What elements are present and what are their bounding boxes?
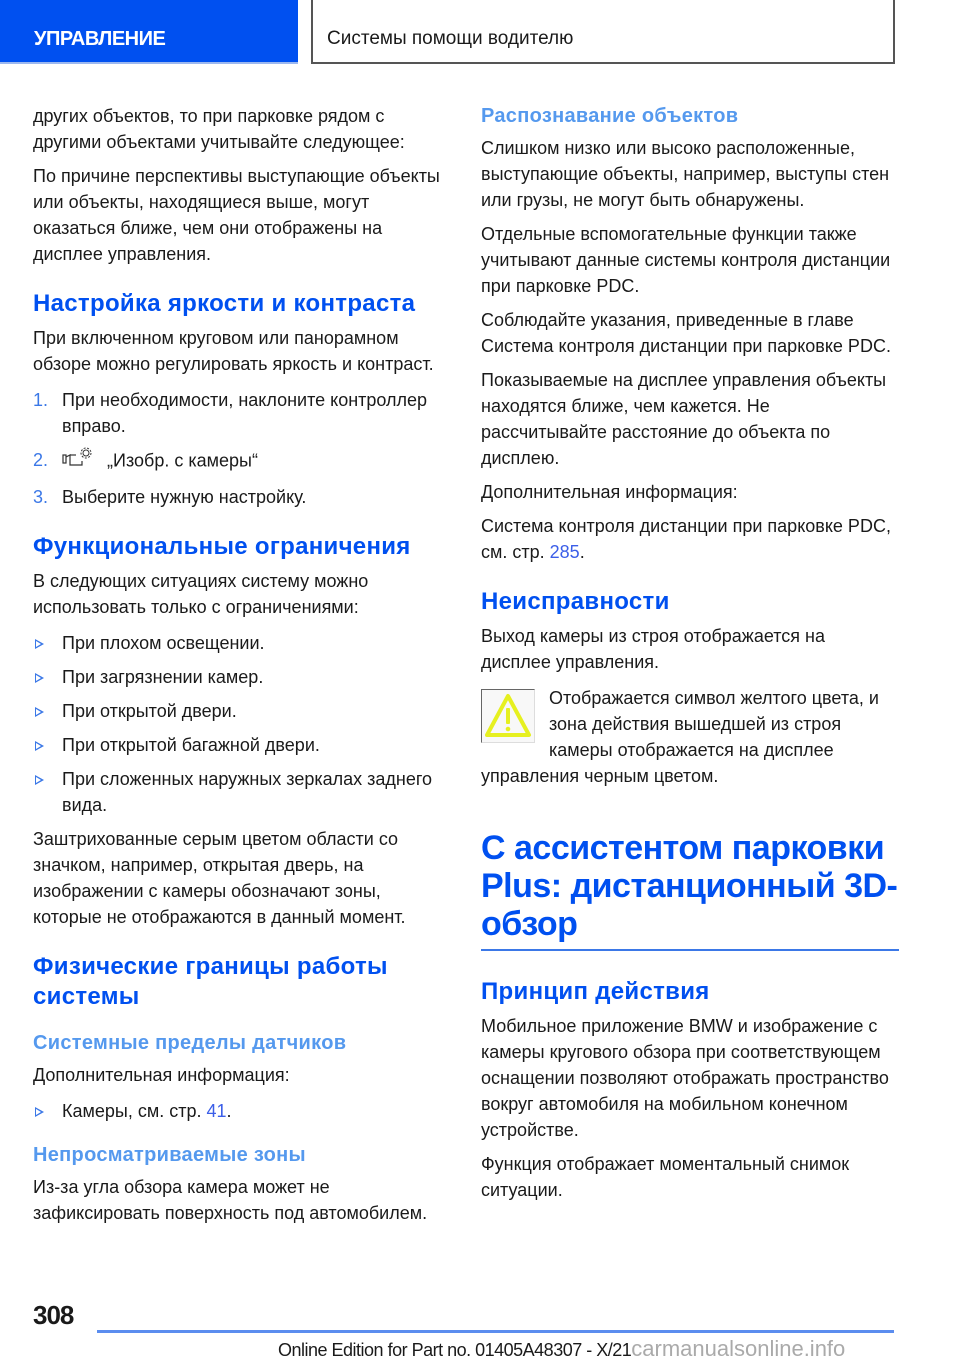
watermark: carmanualsonline.info: [631, 1336, 846, 1361]
list-item-text: При загрязнении камер.: [62, 667, 264, 687]
paragraph: Мобильное приложение BMW и изображение с камеры кругового обзора при соответствующем оснащении позволяют отображать пространство вокруг автомобиля на мобильном конечном устройстве.: [481, 1016, 889, 1140]
step-number: 2.: [33, 450, 49, 470]
bullet-triangle-icon: [35, 639, 44, 649]
step-text: Выберите нужную настройку.: [62, 487, 307, 507]
bullet-triangle-icon: [35, 673, 44, 683]
list-item: [33, 664, 451, 690]
step-item: [33, 447, 451, 476]
punctuation: .: [579, 542, 585, 562]
page-link-285[interactable]: 285: [549, 542, 580, 562]
paragraph: При включенном круговом или панорамном обзоре можно регулировать яркость и контраст.: [33, 328, 434, 374]
chapter-header: [311, 0, 895, 64]
list-item: [33, 698, 451, 724]
warning-text: Отображается символ желтого цвета, и зона действия вышедшей из строя камеры отображается на дисплее управления черным цветом.: [481, 688, 879, 786]
camera-settings-icon: [62, 447, 94, 476]
step-text: При необходимости, наклоните контроллер вправо.: [62, 390, 428, 436]
paragraph: Слишком низко или высоко расположенные, выступающие объекты, например, выступы стен или грузы, не могут быть обнаружены.: [481, 138, 890, 210]
paragraph: Соблюдайте указания, приведенные в главе Система контроля дистанции при парковке PDC.: [481, 310, 891, 356]
right-column: [481, 103, 899, 1211]
paragraph: По причине перспективы выступающие объекты или объекты, находящиеся выше, могут оказаться ближе, чем они отображены на дисплее управления.: [33, 166, 440, 264]
paragraph-text: Система контроля дистанции при парковке PDC, см. стр.: [481, 516, 891, 562]
step-number: 1.: [33, 390, 49, 410]
warning-note: [481, 685, 899, 789]
list-item-text: При сложенных наружных зеркалах заднего вида.: [62, 769, 433, 815]
paragraph: Показываемые на дисплее управления объекты находятся ближе, чем кажется. Не рассчитывайте расстояние до объекта по дисплею.: [481, 370, 887, 468]
left-column: [33, 103, 451, 1234]
bullet-triangle-icon: [35, 707, 44, 717]
bullet-triangle-icon: [35, 741, 44, 751]
list-item: [33, 732, 451, 758]
paragraph: [481, 513, 899, 565]
limits-list: [33, 630, 451, 818]
paragraph: Заштрихованные серым цветом области со значком, например, открытая дверь, на изображении с камеры обозначают зоны, которые не отображаются в данный момент.: [33, 829, 406, 927]
step-item: [33, 484, 451, 510]
subheading-object-recognition: Распознавание объектов: [481, 105, 739, 127]
footer-edition: [278, 1336, 845, 1362]
list-item-text: При плохом освещении.: [62, 633, 265, 653]
heading-brightness: Настройка яркости и контраста: [33, 290, 416, 317]
punctuation: .: [226, 1101, 232, 1121]
list-item-text: Камеры, см. стр.: [62, 1101, 207, 1121]
paragraph: других объектов, то при парковке рядом с другими объектами учитывайте следующее:: [33, 106, 405, 152]
list-item: [33, 630, 451, 656]
list-item-text: При открытой багажной двери.: [62, 735, 320, 755]
subheading-blind-zones: Непросматриваемые зоны: [33, 1144, 306, 1166]
bullet-triangle-icon: [35, 1107, 44, 1117]
heading-malfunctions: Неисправности: [481, 588, 670, 615]
list-item-text: При открытой двери.: [62, 701, 237, 721]
paragraph: Функция отображает моментальный снимок ситуации.: [481, 1154, 850, 1200]
page-number: 308: [33, 1300, 74, 1330]
subheading-sensor-limits: Системные пределы датчиков: [33, 1032, 347, 1054]
paragraph: Дополнительная информация:: [33, 1065, 290, 1085]
warning-triangle-icon: [481, 689, 535, 743]
chapter-title: Системы помощи водителю: [327, 28, 574, 49]
heading-principle: Принцип действия: [481, 978, 710, 1005]
paragraph: Отдельные вспомогательные функции также учитывают данные системы контроля дистанции при парковке PDC.: [481, 224, 891, 296]
section-title-remote-3d-view: С ассистентом парковки Plus: дистанционный 3D-обзор: [481, 829, 899, 951]
steps-list: [33, 387, 451, 510]
heading-limits: Функциональные ограничения: [33, 533, 411, 560]
step-item: [33, 387, 451, 439]
paragraph: В следующих ситуациях систему можно использовать только с ограничениями:: [33, 571, 369, 617]
section-tab: [0, 0, 298, 64]
step-text: „Изобр. с камеры“: [107, 450, 258, 471]
page-link-41[interactable]: 41: [206, 1101, 227, 1121]
list-item: [33, 766, 451, 818]
edition-text: Online Edition for Part no. 01405A48307 - X/21: [278, 1340, 632, 1360]
footer-divider: [97, 1330, 894, 1333]
bullet-triangle-icon: [35, 775, 44, 785]
step-number: 3.: [33, 487, 49, 507]
sensor-list: [33, 1098, 451, 1124]
section-tab-label: УПРАВЛЕНИЕ: [34, 28, 166, 50]
list-item: [33, 1098, 451, 1124]
paragraph: Из-за угла обзора камера может не зафиксировать поверхность под автомобилем.: [33, 1177, 428, 1223]
paragraph: Дополнительная информация:: [481, 482, 738, 502]
heading-physical-limits: Физические границы работы системы: [33, 953, 388, 1010]
paragraph: Выход камеры из строя отображается на дисплее управления.: [481, 626, 826, 672]
